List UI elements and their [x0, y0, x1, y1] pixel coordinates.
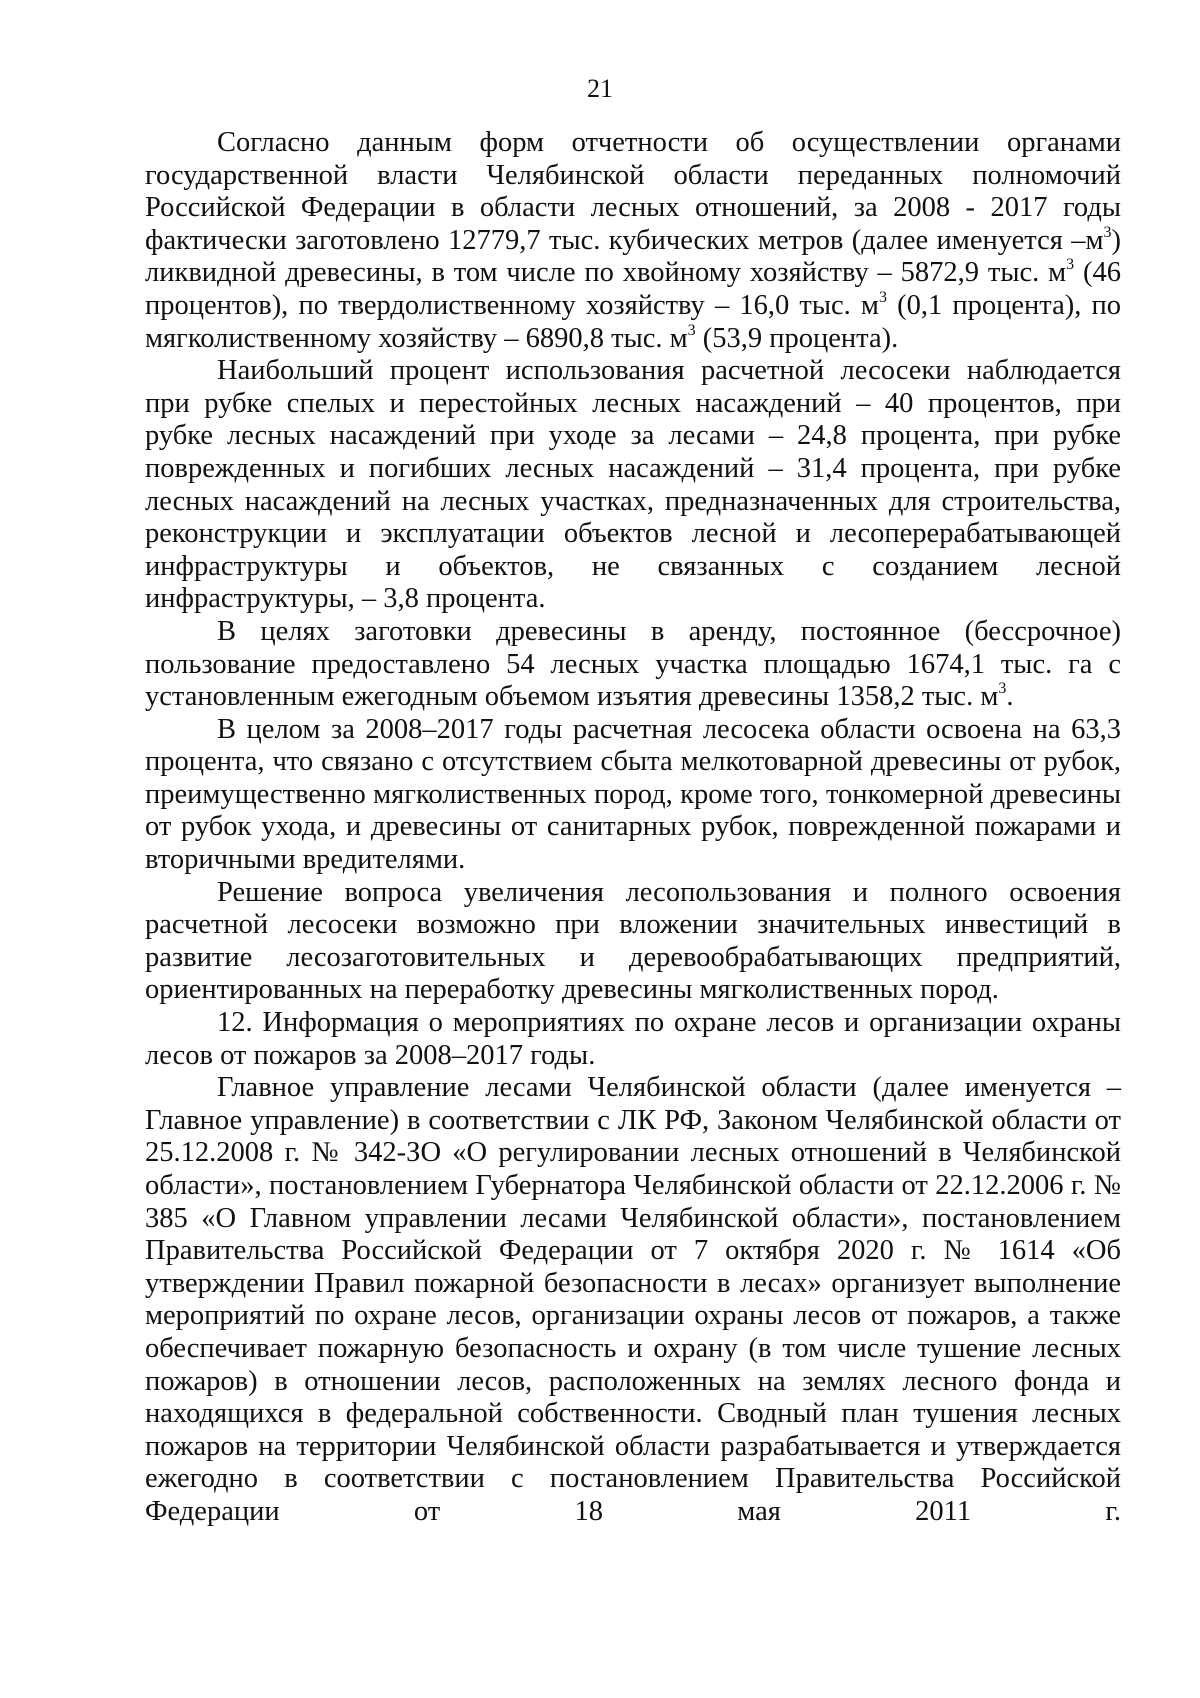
text-run: ) ликвидной древесины, в том числе по хвойному хозяйству – 5872,9 тыс. м: [145, 224, 1121, 289]
text-run: .: [1006, 681, 1014, 713]
text-run: Решение вопроса увеличения лесопользования и полного освоения расчетной лесосеки возможно при вложении значительных инвестиций в развитие лесозаготовительных и деревообрабатывающих предприятий, ориентированных на переработку древесины мягколиственных пород.: [145, 876, 1121, 1006]
superscript: 3: [998, 680, 1007, 698]
superscript: 3: [1103, 223, 1112, 241]
text-run: 12. Информация о мероприятиях по охране лесов и организации охраны лесов от пожаров за 2008–2017 годы.: [145, 1007, 1121, 1071]
paragraph: [145, 877, 1121, 1007]
paragraph: [145, 127, 1121, 355]
text-run: (53,9 процента).: [695, 322, 899, 354]
body-text: [145, 127, 1121, 1529]
superscript: 3: [1066, 256, 1075, 274]
superscript: 3: [878, 288, 887, 306]
text-run: (0,1 процента), по мягколиственному хозяйству – 6890,8 тыс. м: [145, 289, 1121, 354]
paragraph: [145, 355, 1121, 616]
paragraph: [145, 1072, 1121, 1528]
page-number: 21: [587, 74, 613, 103]
text-run: Главное управление лесами Челябинской области (далее именуется – Главное управление) в соответствии с ЛК РФ, Законом Челябинской области от 25.12.2008 г. № 342-ЗО «О регулировании лесных отношений в Челябинской области», постановлением Губернатора Челябинской области от 22.12.2006 г. № 385 «О Главном управлении лесами Челябинской области», постановлением Правительства Российской Федерации от 7 октября 2020 г. № 1614 «Об утверждении Правил пожарной безопасности в лесах» организует выполнение мероприятий по охране лесов, организации охраны лесов от пожаров, а также обеспечивает пожарную безопасность и охрану (в том числе тушение лесных пожаров) в отношении лесов, расположенных на землях лесного фонда и находящихся в федеральной собственности. Сводный план тушения лесных пожаров на территории Челябинской области разрабатывается и утверждается ежегодно в соответствии с постановлением Правительства Российской Федерации от 18 мая 2011 г.: [145, 1072, 1121, 1527]
text-run: В целом за 2008–2017 годы расчетная лесосека области освоена на 63,3 процента, что связано с отсутствием сбыта мелкотоварной древесины от рубок, преимущественно мягколиственных пород, кроме того, тонкомерной древесины от рубок ухода, и древесины от санитарных рубок, поврежденной пожарами и вторичными вредителями.: [145, 713, 1121, 876]
paragraph: [145, 714, 1121, 877]
text-run: Наибольший процент использования расчетной лесосеки наблюдается при рубке спелых и перестойных лесных насаждений – 40 процентов, при рубке лесных насаждений при уходе за лесами – 24,8 процента, при рубке поврежденных и погибших лесных насаждений – 31,4 процента, при рубке лесных насаждений на лесных участках, предназначенных для строительства, реконструкции и эксплуатации объектов лесной и лесоперерабатывающей инфраструктуры и объектов, не связанных с созданием лесной инфраструктуры, – 3,8 процента.: [145, 355, 1121, 615]
paragraph: [145, 616, 1121, 714]
superscript: 3: [687, 321, 696, 339]
text-run: Согласно данным форм отчетности об осуществлении органами государственной власти Челябинской области переданных полномочий Российской Федерации в области лесных отношений, за 2008 - 2017 годы фактически заготовлено 12779,7 тыс. кубических метров (далее именуется –м: [145, 127, 1121, 256]
paragraph: [145, 1007, 1121, 1072]
text-run: (46 процентов), по твердолиственному хозяйству – 16,0 тыс. м: [145, 257, 1121, 321]
text-run: В целях заготовки древесины в аренду, постоянное (бессрочное) пользование предоставлено 54 лесных участка площадью 1674,1 тыс. га с установленным ежегодным объемом изъятия древесины 1358,2 тыс. м: [145, 615, 1121, 713]
